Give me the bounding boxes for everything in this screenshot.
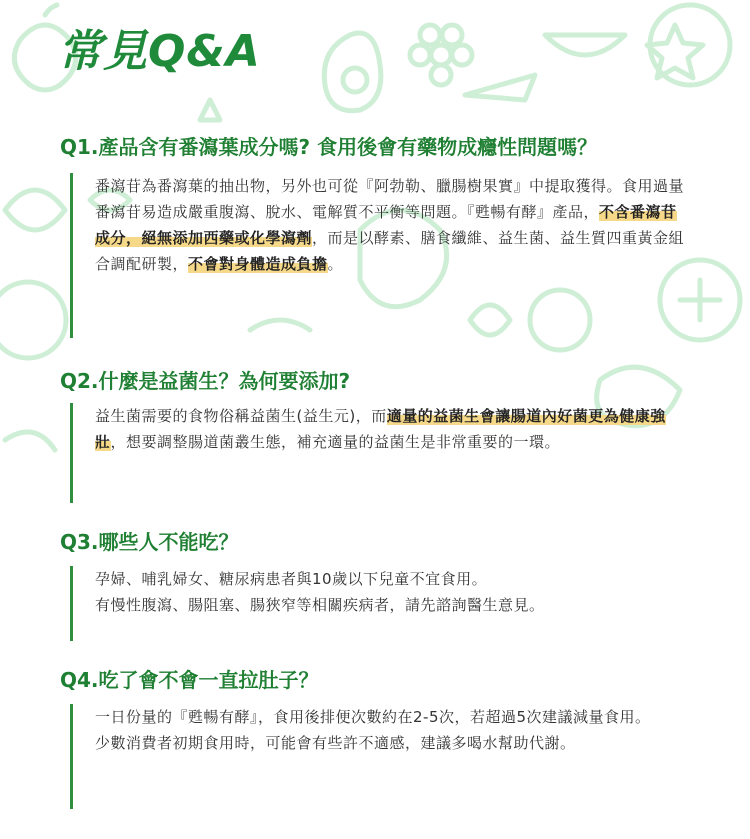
question-2: Q2.什麼是益菌生？為何要添加? xyxy=(60,369,351,393)
answer-4 xyxy=(70,704,685,809)
orange-doodle xyxy=(0,282,66,358)
watermelon-doodle xyxy=(545,35,625,55)
answer-1-text-3: 。 xyxy=(327,255,344,273)
answer-1-highlight-1: 不含番瀉苷成分，絕無添加西藥或化學瀉劑 xyxy=(95,203,677,247)
answer-3-line-2: 有慢性腹瀉、腸阻塞、腸狹窄等相關疾病者，請先諮詢醫生意見。 xyxy=(95,596,545,614)
question-1: Q1.產品含有番瀉葉成分嗎? 食用後會有藥物成癮性問題嗎？ xyxy=(60,135,598,159)
answer-1-highlight-2: 不會對身體造成負擔 xyxy=(188,255,328,273)
question-4: Q4.吃了會不會一直拉肚子？ xyxy=(60,668,319,692)
answer-2-highlight: 適量的益菌生會讓腸道內好菌更為健康強壯 xyxy=(95,407,666,451)
page-title: 常見Q&A xyxy=(58,26,261,77)
avocado-doodle xyxy=(324,33,381,111)
answer-3 xyxy=(70,566,685,641)
answer-1 xyxy=(70,173,685,338)
answer-2 xyxy=(70,403,685,503)
answer-2-text-1: 益生菌需要的食物俗稱益菌生(益生元)，而 xyxy=(95,407,387,425)
answer-3-line-1: 孕婦、哺乳婦女、糖尿病患者與10歲以下兒童不宜食用。 xyxy=(95,570,488,588)
grapes-doodle xyxy=(410,25,472,85)
answer-4-line-1: 一日份量的『甦暢有酵』，食用後排便次數約在2-5次，若超過5次建議減量食用。 xyxy=(95,708,651,726)
answer-1-text-2: ，而是以酵素、膳食纖維、益生菌、益生質四重黃金組合調配研製， xyxy=(95,229,685,273)
answer-1-text-1: 番瀉苷為番瀉葉的抽出物，另外也可從『阿勃勒、臘腸樹果實』中提取獲得。食用過量番瀉苷易造成嚴重腹瀉、脫水、電解質不平衡等問題。『甦暢有酵』產品， xyxy=(95,177,685,221)
answer-4-line-2: 少數消費者初期食用時，可能會有些許不適感，建議多喝水幫助代謝。 xyxy=(95,734,576,752)
star-doodle xyxy=(647,25,703,78)
carrot-doodle xyxy=(465,75,535,100)
answer-2-text-2: ，想要調整腸道菌叢生態，補充適量的益菌生是非常重要的一環。 xyxy=(110,433,561,451)
question-3: Q3.哪些人不能吃？ xyxy=(60,530,239,554)
